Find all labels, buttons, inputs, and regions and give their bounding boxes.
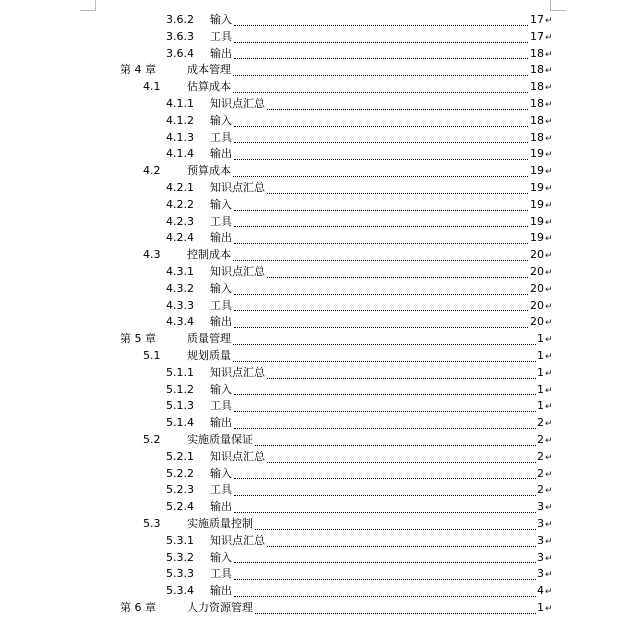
toc-entry-page-number: 19 [529, 197, 544, 214]
toc-entry-number: 5.1.3 [166, 399, 194, 413]
toc-entry[interactable] [0, 96, 640, 113]
toc-entry-title: 知识点汇总 [210, 365, 266, 382]
toc-entry-title: 输入 [210, 281, 233, 298]
toc-entry-title: 成本管理 [187, 62, 232, 79]
toc-entry-title: 输入 [210, 12, 233, 29]
paragraph-mark-icon: ↵ [545, 603, 553, 614]
toc-entry-title: 输入 [210, 382, 233, 399]
toc-entry-page-number: 2 [536, 466, 544, 483]
toc-entry-title: 人力资源管理 [187, 600, 254, 617]
toc-dot-leader [233, 79, 536, 96]
toc-entry-page-number: 17 [529, 29, 544, 46]
paragraph-mark-icon: ↵ [545, 83, 553, 94]
toc-entry-number: 4.2 [143, 164, 161, 178]
toc-dot-leader [267, 264, 536, 281]
toc-dot-leader [234, 214, 536, 231]
toc-entry-title: 估算成本 [187, 79, 232, 96]
toc-entry-number: 第 5 章 [120, 332, 156, 346]
toc-entry-number: 5.1.4 [166, 416, 194, 430]
paragraph-mark-icon: ↵ [545, 267, 553, 278]
toc-dot-leader [267, 180, 536, 197]
paragraph-mark-icon: ↵ [545, 419, 553, 430]
toc-entry-title: 知识点汇总 [210, 264, 266, 281]
toc-dot-leader [234, 482, 536, 499]
paragraph-mark-icon: ↵ [545, 99, 553, 110]
toc-entry[interactable] [0, 281, 640, 298]
toc-entry-number: 4.1.4 [166, 147, 194, 161]
toc-entry[interactable] [0, 12, 640, 29]
toc-entry[interactable] [0, 516, 640, 533]
toc-entry-title: 工具 [210, 482, 233, 499]
toc-entry-number: 4.1.3 [166, 130, 194, 144]
toc-entry[interactable] [0, 583, 640, 600]
toc-entry-title: 输入 [210, 197, 233, 214]
toc-entry-page-number: 18 [529, 46, 544, 63]
paragraph-mark-icon: ↵ [545, 486, 553, 497]
paragraph-mark-icon: ↵ [545, 587, 553, 598]
toc-entry[interactable] [0, 348, 640, 365]
toc-entry-title: 输入 [210, 466, 233, 483]
toc-entry-page-number: 19 [529, 146, 544, 163]
toc-dot-leader [255, 600, 536, 617]
toc-dot-leader [234, 197, 536, 214]
toc-entry-page-number: 20 [529, 247, 544, 264]
toc-dot-leader [234, 113, 536, 130]
toc-entry-page-number: 3 [536, 533, 544, 550]
toc-entry-page-number: 18 [529, 96, 544, 113]
toc-entry[interactable] [0, 130, 640, 147]
toc-entry[interactable] [0, 466, 640, 483]
paragraph-mark-icon: ↵ [545, 503, 553, 514]
toc-entry-number: 5.3.3 [166, 567, 194, 581]
toc-entry[interactable] [0, 533, 640, 550]
toc-dot-leader [267, 365, 536, 382]
toc-entry-title: 知识点汇总 [210, 96, 266, 113]
toc-entry-page-number: 1 [536, 331, 544, 348]
toc-dot-leader [255, 432, 536, 449]
toc-entry-page-number: 18 [529, 130, 544, 147]
paragraph-mark-icon: ↵ [545, 318, 553, 329]
toc-entry[interactable] [0, 113, 640, 130]
paragraph-mark-icon: ↵ [545, 133, 553, 144]
toc-entry-title: 工具 [210, 130, 233, 147]
toc-entry-page-number: 19 [529, 230, 544, 247]
toc-entry-page-number: 4 [536, 583, 544, 600]
toc-dot-leader [234, 499, 536, 516]
paragraph-mark-icon: ↵ [545, 116, 553, 127]
toc-entry[interactable] [0, 382, 640, 399]
toc-entry-page-number: 1 [536, 348, 544, 365]
toc-dot-leader [234, 466, 536, 483]
toc-entry-number: 4.3.4 [166, 315, 194, 329]
paragraph-mark-icon: ↵ [545, 368, 553, 379]
toc-entry[interactable] [0, 230, 640, 247]
toc-entry-number: 4.2.1 [166, 180, 194, 194]
toc-entry-page-number: 1 [536, 382, 544, 399]
toc-entry[interactable] [0, 432, 640, 449]
toc-entry-page-number: 3 [536, 550, 544, 567]
toc-entry-number: 5.3 [143, 516, 161, 530]
toc-entry-number: 4.2.4 [166, 231, 194, 245]
toc-entry-number: 4.3.1 [166, 264, 194, 278]
toc-entry[interactable] [0, 46, 640, 63]
paragraph-mark-icon: ↵ [545, 570, 553, 581]
paragraph-mark-icon: ↵ [545, 234, 553, 245]
toc-entry-number: 5.2 [143, 432, 161, 446]
toc-entry-number: 5.1.2 [166, 382, 194, 396]
toc-dot-leader [267, 533, 536, 550]
toc-entry[interactable] [0, 314, 640, 331]
toc-dot-leader [234, 583, 536, 600]
toc-entry-page-number: 18 [529, 62, 544, 79]
paragraph-mark-icon: ↵ [545, 435, 553, 446]
toc-entry-number: 4.1 [143, 80, 161, 94]
toc-entry-number: 5.1.1 [166, 365, 194, 379]
toc-dot-leader [234, 281, 536, 298]
toc-entry[interactable] [0, 415, 640, 432]
toc-entry-number: 第 6 章 [120, 600, 156, 614]
crop-mark-right-vertical [550, 0, 551, 10]
toc-entry-number: 5.2.3 [166, 483, 194, 497]
toc-entry-page-number: 18 [529, 79, 544, 96]
toc-entry-page-number: 19 [529, 163, 544, 180]
toc-entry[interactable] [0, 62, 640, 79]
toc-entry[interactable] [0, 566, 640, 583]
toc-entry[interactable] [0, 331, 640, 348]
toc-dot-leader [234, 550, 536, 567]
toc-dot-leader [234, 29, 536, 46]
toc-entry-number: 5.3.2 [166, 550, 194, 564]
paragraph-mark-icon: ↵ [545, 251, 553, 262]
toc-entry-page-number: 20 [529, 314, 544, 331]
toc-entry[interactable] [0, 550, 640, 567]
toc-entry[interactable] [0, 499, 640, 516]
toc-entry[interactable] [0, 600, 640, 617]
toc-entry-title: 输出 [210, 583, 233, 600]
paragraph-mark-icon: ↵ [545, 335, 553, 346]
toc-entry[interactable] [0, 79, 640, 96]
toc-dot-leader [234, 46, 536, 63]
toc-entry-number: 4.2.3 [166, 214, 194, 228]
toc-entry[interactable] [0, 449, 640, 466]
paragraph-mark-icon: ↵ [545, 66, 553, 77]
toc-dot-leader [267, 449, 536, 466]
toc-entry-page-number: 3 [536, 566, 544, 583]
toc-entry-page-number: 19 [529, 180, 544, 197]
toc-entry-page-number: 1 [536, 398, 544, 415]
toc-entry-page-number: 2 [536, 482, 544, 499]
table-of-contents [0, 12, 640, 617]
toc-dot-leader [255, 516, 536, 533]
toc-entry[interactable] [0, 482, 640, 499]
toc-dot-leader [233, 163, 536, 180]
paragraph-mark-icon: ↵ [545, 385, 553, 396]
paragraph-mark-icon: ↵ [545, 536, 553, 547]
paragraph-mark-icon: ↵ [545, 16, 553, 26]
toc-entry[interactable] [0, 180, 640, 197]
toc-entry[interactable] [0, 247, 640, 264]
toc-entry-title: 输出 [210, 314, 233, 331]
toc-dot-leader [233, 331, 536, 348]
toc-entry[interactable] [0, 197, 640, 214]
toc-dot-leader [234, 230, 536, 247]
toc-dot-leader [233, 348, 536, 365]
toc-entry-page-number: 3 [536, 499, 544, 516]
toc-entry-title: 知识点汇总 [210, 180, 266, 197]
toc-dot-leader [234, 314, 536, 331]
toc-entry-page-number: 17 [529, 12, 544, 29]
toc-entry-page-number: 1 [536, 600, 544, 617]
toc-entry-number: 4.3 [143, 248, 161, 262]
toc-entry-title: 输出 [210, 146, 233, 163]
toc-dot-leader [234, 146, 536, 163]
toc-entry[interactable] [0, 264, 640, 281]
toc-dot-leader [234, 130, 536, 147]
toc-entry-number: 4.3.3 [166, 298, 194, 312]
toc-entry[interactable] [0, 298, 640, 315]
paragraph-mark-icon: ↵ [545, 49, 553, 60]
toc-entry-title: 知识点汇总 [210, 533, 266, 550]
crop-mark-left-vertical [95, 0, 96, 10]
toc-dot-leader [234, 298, 536, 315]
toc-entry-page-number: 1 [536, 365, 544, 382]
toc-entry-number: 5.2.1 [166, 449, 194, 463]
paragraph-mark-icon: ↵ [545, 200, 553, 211]
toc-entry-page-number: 2 [536, 449, 544, 466]
paragraph-mark-icon: ↵ [545, 351, 553, 362]
toc-entry-title: 实施质量控制 [187, 516, 254, 533]
toc-entry-page-number: 20 [529, 298, 544, 315]
toc-dot-leader [234, 398, 536, 415]
paragraph-mark-icon: ↵ [545, 183, 553, 194]
toc-entry[interactable] [0, 398, 640, 415]
toc-entry-title: 输入 [210, 113, 233, 130]
toc-entry-number: 3.6.3 [166, 29, 194, 43]
toc-dot-leader [234, 12, 536, 29]
toc-entry-title: 输出 [210, 230, 233, 247]
paragraph-mark-icon: ↵ [545, 402, 553, 413]
toc-entry-number: 4.3.2 [166, 281, 194, 295]
paragraph-mark-icon: ↵ [545, 301, 553, 312]
toc-dot-leader [234, 415, 536, 432]
toc-entry-number: 4.1.1 [166, 96, 194, 110]
paragraph-mark-icon: ↵ [545, 217, 553, 228]
toc-entry-title: 规划质量 [187, 348, 232, 365]
toc-dot-leader [233, 62, 536, 79]
paragraph-mark-icon: ↵ [545, 519, 553, 530]
toc-entry-number: 4.2.2 [166, 197, 194, 211]
toc-dot-leader [234, 566, 536, 583]
toc-entry-title: 知识点汇总 [210, 449, 266, 466]
toc-entry[interactable] [0, 365, 640, 382]
toc-entry-title: 工具 [210, 29, 233, 46]
toc-entry-page-number: 18 [529, 113, 544, 130]
toc-entry-title: 输出 [210, 46, 233, 63]
toc-entry-page-number: 3 [536, 516, 544, 533]
toc-entry-title: 工具 [210, 398, 233, 415]
toc-dot-leader [267, 96, 536, 113]
toc-entry-number: 第 4 章 [120, 63, 156, 77]
toc-entry-title: 输出 [210, 415, 233, 432]
toc-entry[interactable] [0, 163, 640, 180]
toc-entry[interactable] [0, 29, 640, 46]
toc-entry-page-number: 19 [529, 214, 544, 231]
toc-entry-title: 输出 [210, 499, 233, 516]
toc-entry-number: 5.3.1 [166, 533, 194, 547]
toc-entry-number: 5.1 [143, 348, 161, 362]
toc-entry-title: 工具 [210, 566, 233, 583]
toc-entry[interactable] [0, 214, 640, 231]
toc-entry-number: 3.6.2 [166, 13, 194, 26]
toc-entry-number: 5.2.2 [166, 466, 194, 480]
paragraph-mark-icon: ↵ [545, 150, 553, 161]
toc-entry-title: 质量管理 [187, 331, 232, 348]
toc-entry-page-number: 20 [529, 264, 544, 281]
toc-dot-leader [234, 382, 536, 399]
paragraph-mark-icon: ↵ [545, 553, 553, 564]
toc-entry-number: 5.2.4 [166, 500, 194, 514]
toc-entry-number: 5.3.4 [166, 584, 194, 598]
paragraph-mark-icon: ↵ [545, 452, 553, 463]
toc-entry-page-number: 20 [529, 281, 544, 298]
toc-entry-title: 工具 [210, 214, 233, 231]
crop-mark-left-horizontal [80, 10, 96, 11]
paragraph-mark-icon: ↵ [545, 167, 553, 178]
paragraph-mark-icon: ↵ [545, 32, 553, 43]
toc-entry-number: 4.1.2 [166, 113, 194, 127]
toc-entry[interactable] [0, 146, 640, 163]
toc-entry-title: 输入 [210, 550, 233, 567]
toc-entry-title: 工具 [210, 298, 233, 315]
toc-entry-page-number: 2 [536, 432, 544, 449]
toc-entry-number: 3.6.4 [166, 46, 194, 60]
crop-mark-right-horizontal [550, 10, 566, 11]
paragraph-mark-icon: ↵ [545, 469, 553, 480]
toc-entry-page-number: 2 [536, 415, 544, 432]
toc-dot-leader [233, 247, 536, 264]
paragraph-mark-icon: ↵ [545, 284, 553, 295]
toc-entry-title: 预算成本 [187, 163, 232, 180]
toc-entry-title: 控制成本 [187, 247, 232, 264]
toc-entry-title: 实施质量保证 [187, 432, 254, 449]
